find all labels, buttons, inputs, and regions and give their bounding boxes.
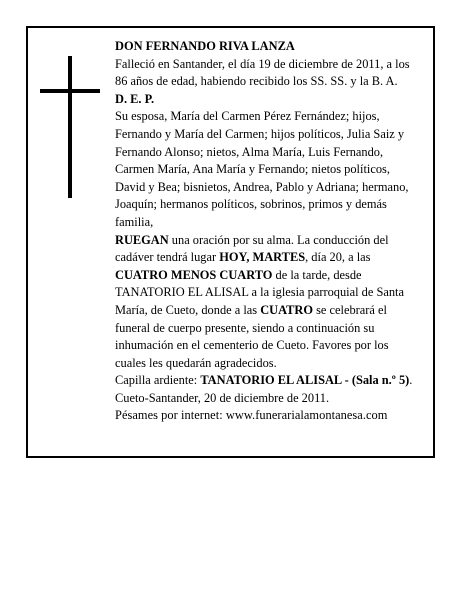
funeral-text-3: de la tarde, desde TANATORIO EL ALISAL a la iglesia parroquial de Santa María, de Cueto, donde a las xyxy=(115,267,404,317)
funeral-text-1: una oración por su alma. La conducción del cadáver tendrá lugar xyxy=(115,232,389,265)
ruegan-word: RUEGAN xyxy=(115,232,169,247)
cross-horizontal-bar xyxy=(40,89,100,93)
chapel-label: Capilla ardiente: xyxy=(115,373,201,388)
funeral-details xyxy=(115,232,420,373)
cross-vertical-bar xyxy=(68,56,72,198)
condolences-line: Pésames por internet: www.funerarialamontanesa.com xyxy=(115,408,388,423)
place-date: Cueto-Santander, 20 de diciembre de 2011. xyxy=(115,390,330,405)
chapel-line xyxy=(115,372,420,390)
funeral-text-2: , día 20, a las xyxy=(305,250,371,265)
deceased-name: DON FERNANDO RIVA LANZA xyxy=(115,39,295,53)
funeral-time: CUATRO MENOS CUARTO xyxy=(115,267,273,282)
comma: , xyxy=(246,250,253,265)
rip-line: D. E. P. xyxy=(115,91,155,106)
chapel-end: . xyxy=(409,373,413,388)
funeral-text-4: se celebrará el funeral de cuerpo presente, siendo a continuación su inhumación en el cementerio de Cueto. Favores por los cuales les quedarán agradecidos. xyxy=(115,302,389,370)
obituary-notice xyxy=(26,26,435,458)
family-list: Su esposa, María del Carmen Pérez Fernández; hijos, Fernando y María del Carmen; hijos políticos, Julia Saiz y Fernando Alonso; nietos, Alma María, Luis Fernando, Carmen María, Ana María y Fernando; nietos políticos, David y Bea; bisnietos, Andrea, Pablo y Adriana; hermano, Joaquín; hermanos políticos, sobrinos, primos y demás familia, xyxy=(115,109,409,229)
notice-text xyxy=(115,38,420,425)
hoy-word: HOY xyxy=(219,250,247,265)
death-statement: Falleció en Santander, el día 19 de diciembre de 2011, a los 86 años de edad, habiendo recibido los SS. SS. y la B. A. xyxy=(115,56,410,89)
chapel-value: TANATORIO EL ALISAL - (Sala n.º 5) xyxy=(200,373,410,388)
martes-word: MARTES xyxy=(252,250,306,265)
cuatro-word: CUATRO xyxy=(260,302,313,317)
